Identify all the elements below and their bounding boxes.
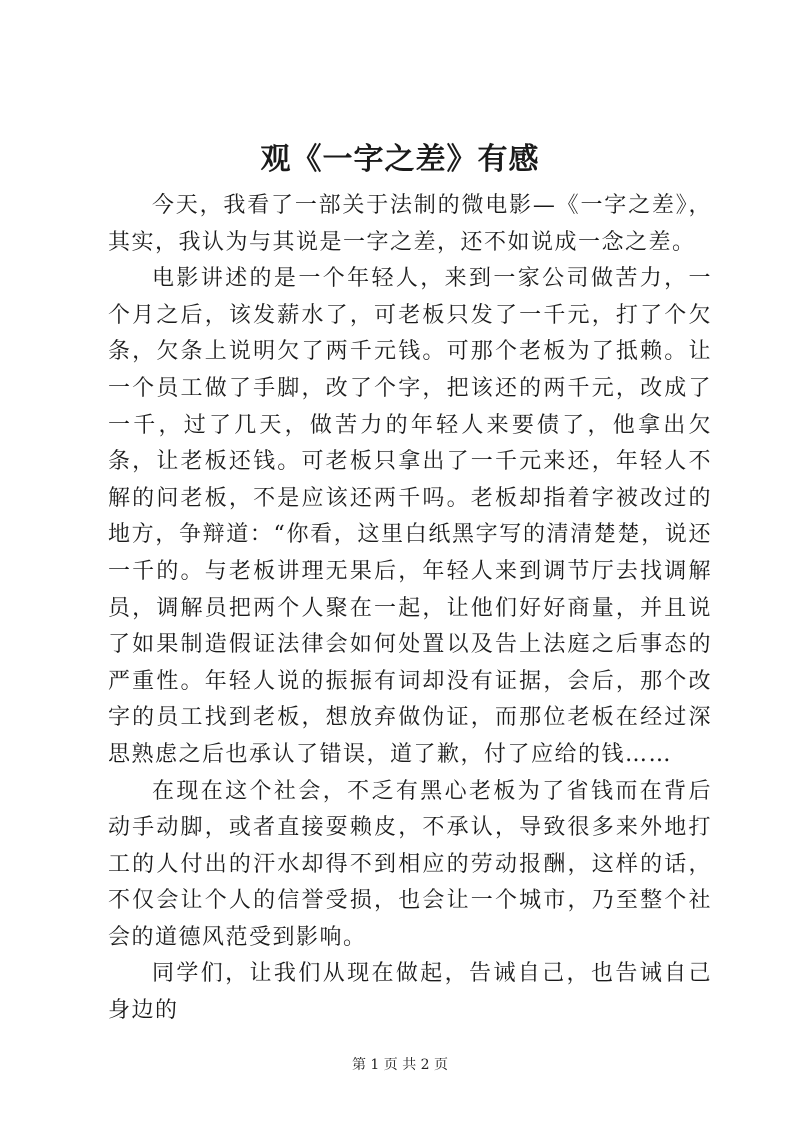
document-title: 观《一字之差》有感 [260, 142, 540, 177]
page-footer: 第 1 页 共 2 页 [351, 1057, 449, 1073]
paragraph-2: 电影讲述的是一个年轻人，来到一家公司做苦力，一个月之后，该发薪水了，可老板只发了一千元，打了个欠条，欠条上说明欠了两千元钱。可那个老板为了抵赖。让一个员工做了手脚，改了个字，把该还的两千元，改成了一千，过了几天，做苦力的年轻人来要债了，他拿出欠条，让老板还钱。可老板只拿出了一千元来还，年轻人不解的问老板，不是应该还两千吗。老板却指着字被改过的地方，争辩道：“你看，这里白纸黑字写的清清楚楚，说还一千的。与老板讲理无果后，年轻人来到调节厅去找调解员，调解员把两个人聚在一起，让他们好好商量，并且说了如果制造假证法律会如何处置以及告上法庭之后事态的严重性。年轻人说的振振有词却没有证据，会后，那个改字的员工找到老板，想放弃做伪证，而那位老板在经过深思熟虑之后也承认了错误，道了歉，付了应给的钱…… [108, 266, 712, 767]
paragraph-3: 在现在这个社会，不乏有黑心老板为了省钱而在背后动手动脚，或者直接耍赖皮，不承认，导致很多来外地打工的人付出的汗水却得不到相应的劳动报酬，这样的话，不仅会让个人的信誉受损，也会让一个城市，乃至整个社会的道德风范受到影响。 [108, 778, 712, 950]
paragraph-1: 今天，我看了一部关于法制的微电影—《一字之差》，其实，我认为与其说是一字之差，还不如说成一念之差。 [108, 193, 712, 255]
document-body [108, 188, 712, 1030]
paragraph-4: 同学们，让我们从现在做起，告诫自己，也告诫自己身边的 [108, 961, 712, 1024]
